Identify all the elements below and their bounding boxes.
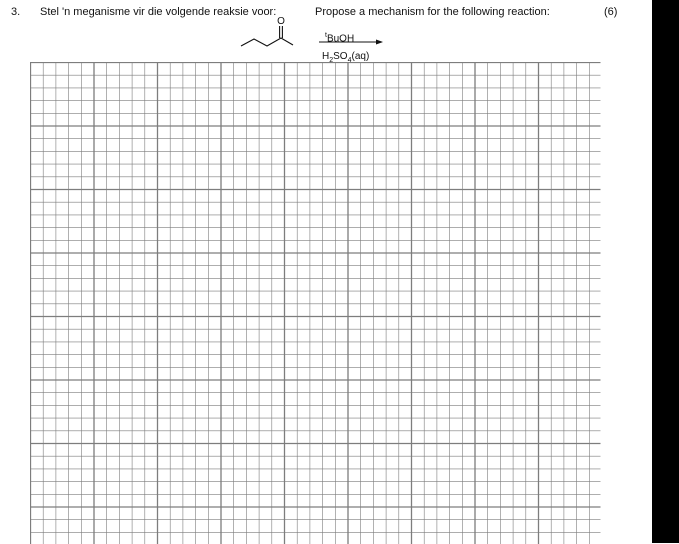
side-bar (652, 0, 679, 543)
catalyst-h: H (322, 51, 330, 62)
catalyst-aq: (aq) (351, 51, 370, 62)
english-prompt: Propose a mechanism for the following reaction: (315, 6, 550, 18)
question-number: 3. (11, 6, 21, 18)
catalyst-sub-2: 2 (329, 57, 334, 64)
reaction-arrow (318, 37, 384, 47)
carbon-chain (241, 38, 293, 46)
reagent-superscript: t (325, 32, 327, 39)
carbonyl-oxygen: O (277, 16, 285, 27)
ketone-structure (237, 14, 307, 54)
catalyst-sub-4: 4 (347, 57, 352, 64)
catalyst-so: SO (333, 51, 348, 62)
answer-grid[interactable] (30, 62, 602, 544)
afrikaans-prompt: Stel 'n meganisme vir die volgende reaksie voor: (40, 6, 277, 18)
reagent-main: BuOH (326, 33, 355, 45)
marks-label: (6) (604, 6, 618, 18)
